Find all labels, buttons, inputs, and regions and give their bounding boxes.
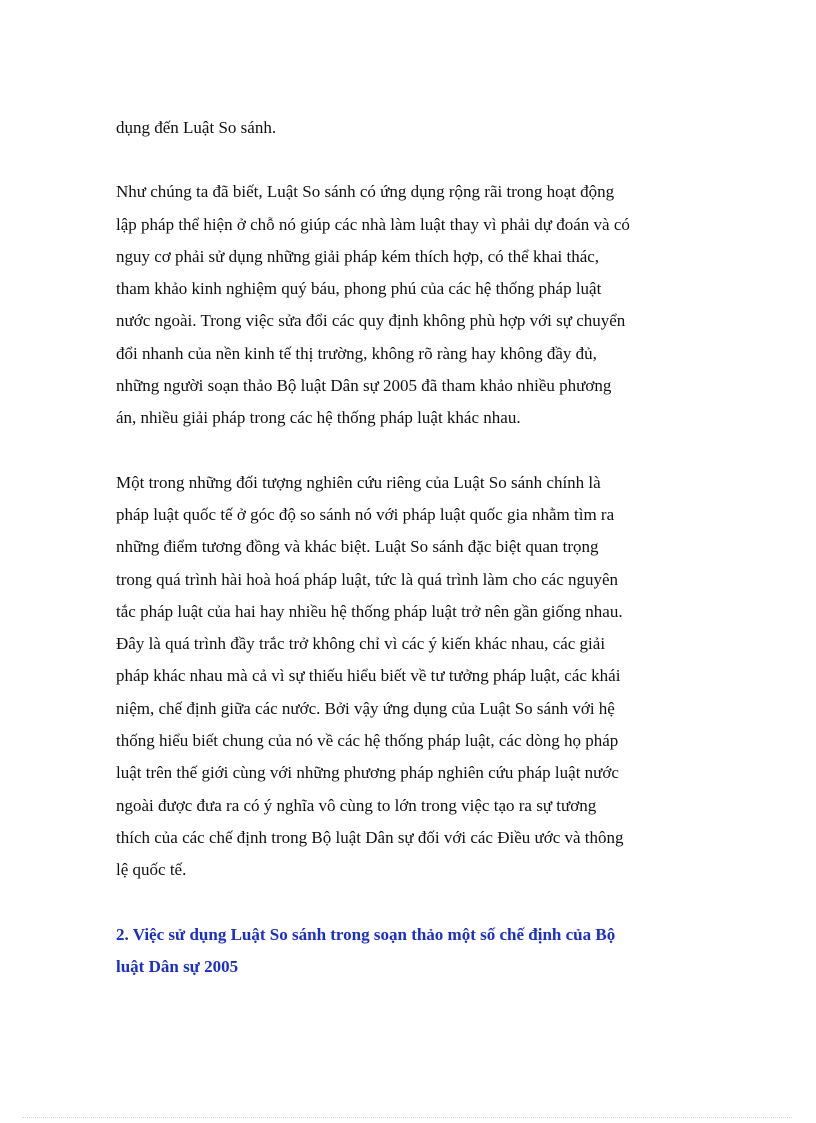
text-line: ngoài được đưa ra có ý nghĩa vô cùng to lớn trong việc tạo ra sự tương <box>116 795 597 815</box>
text-line: niệm, chế định giữa các nước. Bởi vậy ứng dụng của Luật So sánh với hệ <box>116 698 615 718</box>
text-line: những người soạn thảo Bộ luật Dân sự 2005 đã tham khảo nhiều phương <box>116 376 612 396</box>
paragraph-spacer <box>116 144 704 176</box>
text-line: Đây là quá trình đầy trắc trở không chỉ vì các ý kiến khác nhau, các giải <box>116 634 606 654</box>
text-line: lập pháp thể hiện ở chỗ nó giúp các nhà làm luật thay vì phải dự đoán và có <box>116 214 630 234</box>
text-line: những điểm tương đồng và khác biệt. Luật So sánh đặc biệt quan trọng <box>116 537 599 557</box>
section-heading <box>116 919 704 984</box>
page-bottom-divider <box>22 1117 792 1118</box>
text-line: án, nhiều giải pháp trong các hệ thống pháp luật khác nhau. <box>116 408 521 428</box>
text-line: Một trong những đối tượng nghiên cứu riêng của Luật So sánh chính là <box>116 472 601 492</box>
text-line: dụng đến Luật So sánh. <box>116 118 277 137</box>
text-line: tắc pháp luật của hai hay nhiều hệ thống pháp luật trở nên gần giống nhau. <box>116 601 623 621</box>
text-line: luật trên thế giới cùng với những phương pháp nghiên cứu pháp luật nước <box>116 763 619 783</box>
paragraph-spacer <box>116 435 704 467</box>
heading-line: 2. Việc sử dụng Luật So sánh trong soạn thảo một số chế định của Bộ <box>116 924 616 944</box>
text-line: thích của các chế định trong Bộ luật Dân sự đối với các Điều ước và thông <box>116 827 624 847</box>
paragraph-2 <box>116 176 704 434</box>
text-line: thống hiểu biết chung của nó về các hệ thống pháp luật, các dòng họ pháp <box>116 731 619 751</box>
text-line: nguy cơ phải sử dụng những giải pháp kém thích hợp, có thể khai thác, <box>116 246 600 266</box>
text-line: đổi nhanh của nền kinh tế thị trường, không rõ ràng hay không đầy đủ, <box>116 343 597 363</box>
paragraph-spacer <box>116 887 704 919</box>
page-content <box>116 112 704 984</box>
text-line: pháp luật quốc tế ở góc độ so sánh nó với pháp luật quốc gia nhằm tìm ra <box>116 504 615 524</box>
heading-line: luật Dân sự 2005 <box>116 957 239 977</box>
text-line: nước ngoài. Trong việc sửa đổi các quy định không phù hợp với sự chuyển <box>116 311 626 331</box>
text-line: lệ quốc tế. <box>116 860 187 880</box>
text-line: pháp khác nhau mà cả vì sự thiếu hiểu biết về tư tưởng pháp luật, các khái <box>116 666 621 686</box>
text-line: trong quá trình hài hoà hoá pháp luật, tức là quá trình làm cho các nguyên <box>116 569 619 589</box>
paragraph-3 <box>116 467 704 887</box>
text-line: Như chúng ta đã biết, Luật So sánh có ứng dụng rộng rãi trong hoạt động <box>116 182 615 202</box>
paragraph-1 <box>116 112 704 144</box>
text-line: tham khảo kinh nghiệm quý báu, phong phú của các hệ thống pháp luật <box>116 279 602 299</box>
